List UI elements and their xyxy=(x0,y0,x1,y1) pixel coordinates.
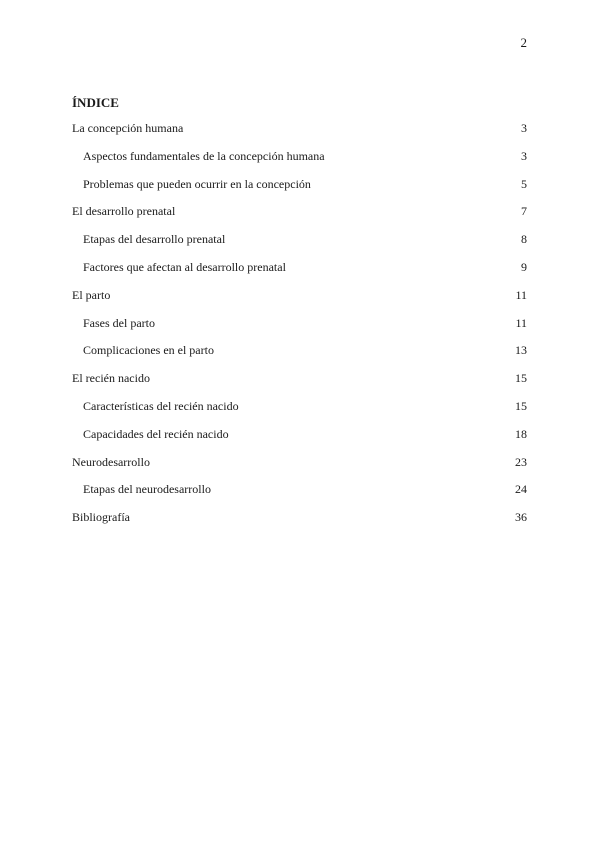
toc-entry-text: Bibliografía xyxy=(72,510,130,525)
toc-entry[interactable] xyxy=(72,229,527,257)
toc-entry[interactable] xyxy=(72,257,527,285)
toc-entry-text: La concepción humana xyxy=(72,121,184,135)
toc-entry-page: 3 xyxy=(521,121,527,135)
toc-entry-text: Etapas del desarrollo prenatal xyxy=(83,232,226,247)
toc-entry-text: El parto xyxy=(72,287,111,302)
toc-entry-page: 13 xyxy=(515,343,527,358)
toc-entry[interactable] xyxy=(72,479,527,507)
table-of-contents xyxy=(72,118,527,535)
toc-entry-text: El desarrollo prenatal xyxy=(72,204,176,219)
toc-entry-page: 36 xyxy=(515,510,527,525)
toc-entry-text: Aspectos fundamentales de la concepción humana xyxy=(83,148,325,163)
toc-entry[interactable] xyxy=(72,118,527,146)
toc-entry[interactable] xyxy=(72,340,527,368)
toc-entry-page: 18 xyxy=(515,426,527,441)
toc-entry[interactable] xyxy=(72,146,527,174)
toc-entry-page: 15 xyxy=(515,398,527,413)
toc-entry[interactable] xyxy=(72,507,527,535)
toc-entry-text: Problemas que pueden ocurrir en la concepción xyxy=(83,176,311,191)
toc-entry-text: Capacidades del recién nacido xyxy=(83,426,229,441)
toc-entry[interactable] xyxy=(72,201,527,229)
toc-entry-text: El recién nacido xyxy=(72,371,150,386)
toc-entry[interactable] xyxy=(72,285,527,313)
toc-entry[interactable] xyxy=(72,313,527,341)
toc-entry-text: Características del recién nacido xyxy=(83,398,239,413)
toc-entry-page: 11 xyxy=(515,315,527,330)
toc-entry-text: Fases del parto xyxy=(83,315,155,330)
toc-entry-page: 7 xyxy=(521,204,527,219)
toc-entry-page: 5 xyxy=(521,176,527,191)
toc-entry-page: 8 xyxy=(521,232,527,247)
toc-title: ÍNDICE xyxy=(72,95,119,110)
toc-entry-page: 24 xyxy=(515,482,527,497)
toc-entry[interactable] xyxy=(72,368,527,396)
toc-entry[interactable] xyxy=(72,452,527,480)
toc-entry-text: Complicaciones en el parto xyxy=(83,343,214,358)
page-number: 2 xyxy=(520,35,527,50)
toc-entry-text: Etapas del neurodesarrollo xyxy=(83,482,211,497)
toc-entry-page: 15 xyxy=(515,371,527,386)
toc-entry-page: 3 xyxy=(521,148,527,163)
toc-entry[interactable] xyxy=(72,174,527,202)
toc-entry[interactable] xyxy=(72,396,527,424)
toc-entry-page: 11 xyxy=(515,287,527,302)
toc-entry-page: 23 xyxy=(515,454,527,469)
toc-entry-text: Neurodesarrollo xyxy=(72,454,150,469)
toc-entry[interactable] xyxy=(72,424,527,452)
toc-entry-text: Factores que afectan al desarrollo prenatal xyxy=(83,259,286,274)
toc-entry-page: 9 xyxy=(521,259,527,274)
